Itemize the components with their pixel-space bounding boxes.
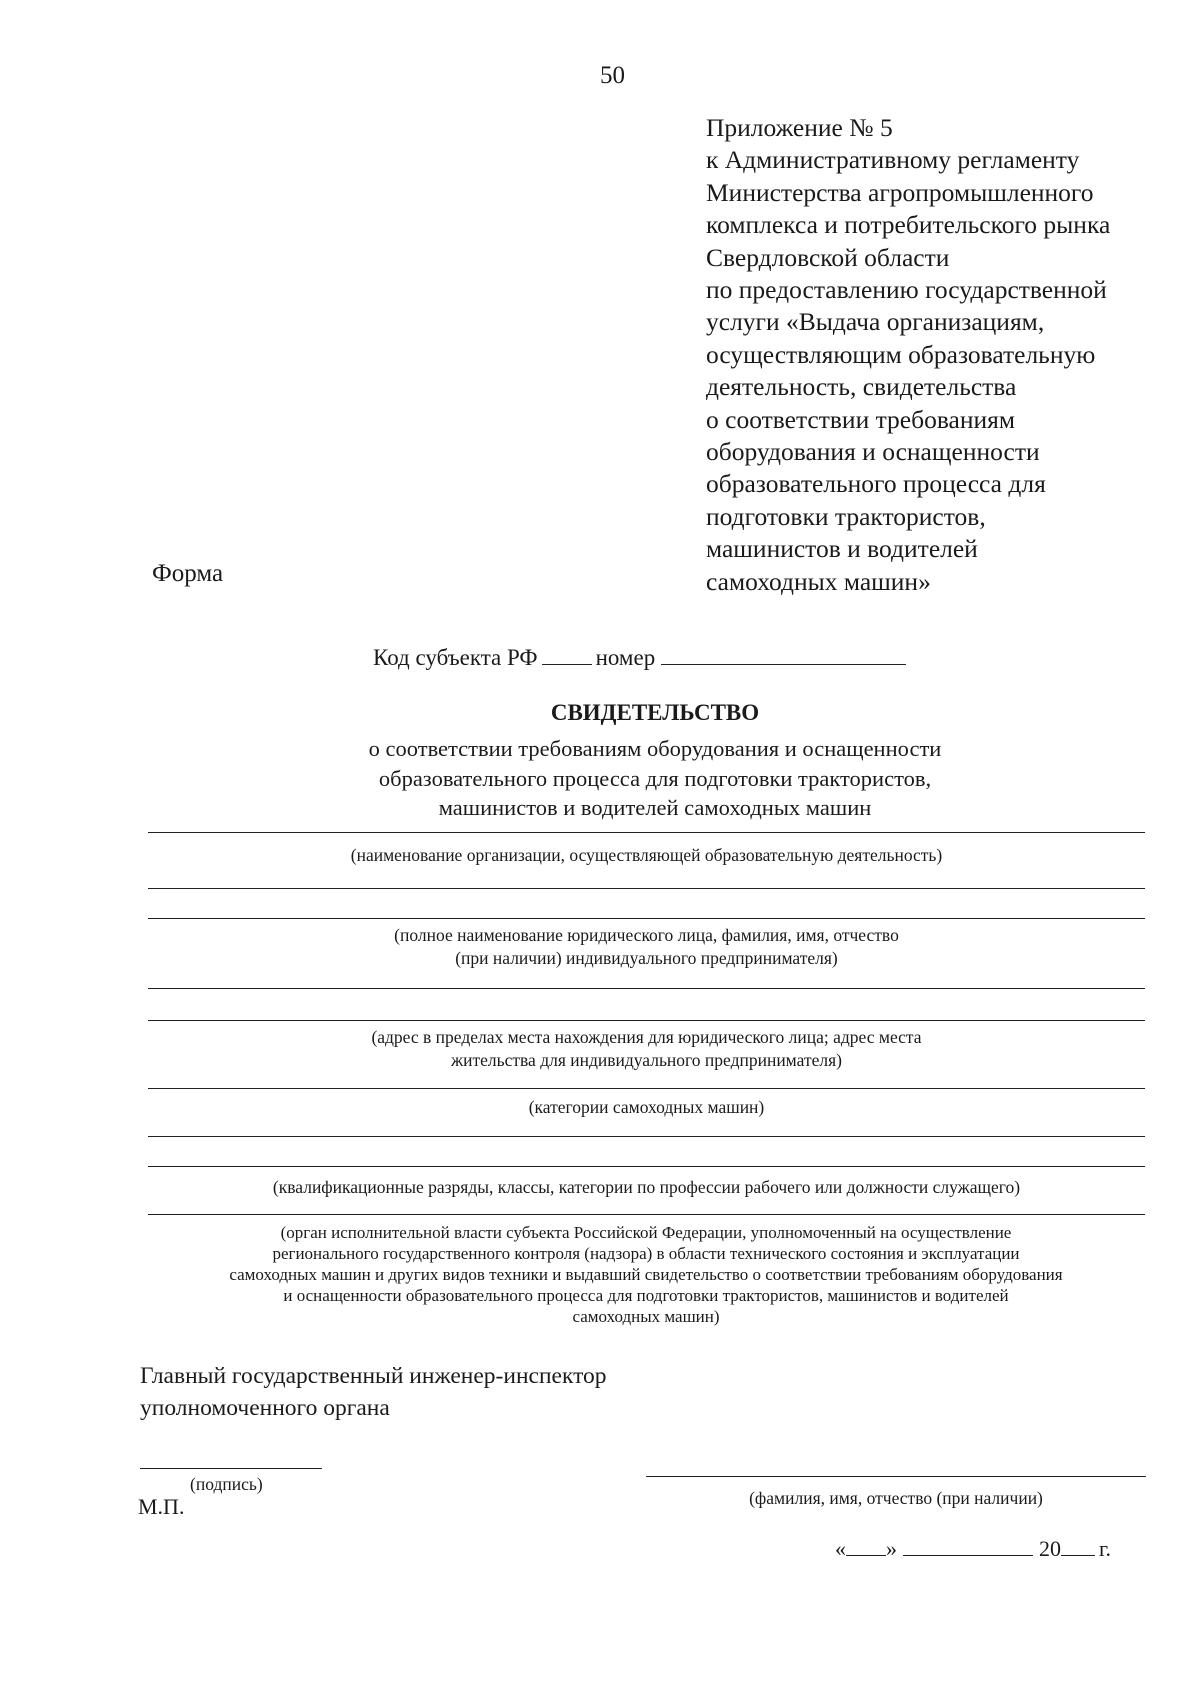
signature-line <box>140 1468 322 1469</box>
appendix-line: Приложение № 5 <box>706 113 893 142</box>
signer-title <box>140 1360 607 1424</box>
appendix-line: самоходных машин» <box>706 566 931 596</box>
authority-caption-line: регионального государственного контроля (надзора) в области технического состояния и эксплуатации <box>272 1244 1020 1263</box>
fio-line <box>646 1476 1146 1477</box>
year-blank <box>1061 1537 1095 1556</box>
authority-caption <box>140 1222 1152 1327</box>
day-blank <box>846 1537 886 1556</box>
number-label: номер <box>595 645 656 670</box>
authority-line <box>148 1214 1145 1215</box>
date-line <box>835 1536 1111 1562</box>
appendix-line: образовательного процесса для <box>706 469 1046 499</box>
appendix-line: подготовки трактористов, <box>706 501 986 531</box>
authority-caption-line: самоходных машин) <box>572 1307 720 1326</box>
qualification-caption: (квалификационные разряды, классы, категории по профессии рабочего или должности служащего) <box>272 1177 1021 1197</box>
form-label: Форма <box>152 560 224 587</box>
appendix-header <box>706 112 1176 598</box>
subject-code-line <box>373 642 906 671</box>
page-number: 50 <box>600 62 625 89</box>
address-line-1 <box>148 988 1145 989</box>
certificate-title: СВИДЕТЕЛЬСТВО <box>550 700 760 725</box>
year-prefix: 20 <box>1039 1536 1061 1561</box>
appendix-line: к Административному регламенту <box>706 145 1080 175</box>
appendix-line: оборудования и оснащенности <box>706 437 1040 467</box>
certificate-subtitle <box>0 734 1200 823</box>
number-blank <box>661 642 906 665</box>
appendix-line: осуществляющим образовательную <box>706 339 1096 369</box>
appendix-line: услуги «Выдача организациям, <box>706 307 1045 337</box>
categories-caption: (категории самоходных машин) <box>528 1097 765 1117</box>
authority-caption-line: (орган исполнительной власти субъекта Российской Федерации, уполномоченный на осуществление <box>280 1223 1012 1242</box>
appendix-line: машинистов и водителей <box>706 534 978 564</box>
organization-caption: (наименование организации, осуществляющей образовательную деятельность) <box>350 845 943 865</box>
appendix-line: о соответствии требованиям <box>706 404 1016 434</box>
categories-line <box>148 1088 1145 1089</box>
legal-name-caption-2: (при наличии) индивидуального предпринимателя) <box>455 948 838 968</box>
appendix-line: комплекса и потребительского рынка <box>706 210 1111 240</box>
date-open-quote: « <box>835 1536 846 1561</box>
subtitle-line: образовательного процесса для подготовки трактористов, <box>378 765 932 791</box>
qualification-line-1 <box>148 1136 1145 1137</box>
authority-caption-line: самоходных машин и других видов техники и выдавший свидетельство о соответствии требованиям оборудования <box>229 1265 1063 1284</box>
address-line-2 <box>148 1020 1145 1021</box>
appendix-line: Свердловской области <box>706 242 950 272</box>
appendix-line: Министерства агропромышленного <box>706 177 1094 207</box>
organization-line <box>148 832 1145 833</box>
month-blank <box>903 1537 1033 1556</box>
subject-code-label: Код субъекта РФ <box>373 645 538 670</box>
legal-name-caption-1: (полное наименование юридического лица, фамилия, имя, отчество <box>394 925 899 945</box>
address-caption-2: жительства для индивидуального предпринимателя) <box>451 1050 842 1070</box>
legal-name-line-2 <box>148 918 1145 919</box>
subject-code-blank <box>542 642 592 665</box>
stamp-label: М.П. <box>138 1494 185 1519</box>
legal-name-line-1 <box>148 888 1145 889</box>
fio-caption: (фамилия, имя, отчество (при наличии) <box>749 1488 1043 1508</box>
qualification-line-2 <box>148 1166 1145 1167</box>
date-close-quote: » <box>886 1536 897 1561</box>
address-caption-1: (адрес в пределах места нахождения для юридического лица; адрес места <box>371 1027 922 1047</box>
subtitle-line: машинистов и водителей самоходных машин <box>438 795 872 820</box>
signer-line: уполномоченного органа <box>140 1395 390 1421</box>
signature-caption: (подпись) <box>190 1474 263 1494</box>
subtitle-line: о соответствии требованиям оборудования и оснащенности <box>368 736 942 761</box>
appendix-line: деятельность, свидетельства <box>706 372 1017 402</box>
authority-caption-line: и оснащенности образовательного процесса для подготовки трактористов, машинистов и водителей <box>283 1286 1009 1305</box>
year-suffix: г. <box>1099 1536 1112 1561</box>
appendix-line: по предоставлению государственной <box>706 275 1107 305</box>
signer-line: Главный государственный инженер-инспектор <box>140 1363 607 1389</box>
